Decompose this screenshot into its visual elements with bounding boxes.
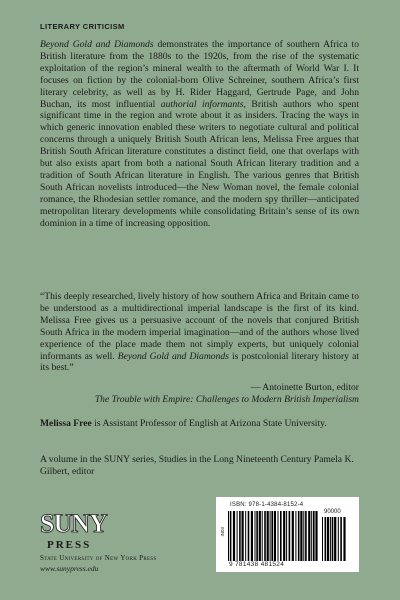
barcode-bar bbox=[278, 511, 279, 561]
barcode-bar bbox=[332, 517, 334, 561]
barcode-bar bbox=[330, 517, 331, 561]
barcode-bar bbox=[228, 511, 229, 561]
barcode-bar bbox=[327, 517, 329, 561]
barcode-bar bbox=[255, 511, 256, 561]
quote-text-2: is postcolonial literary history at its best.” bbox=[40, 350, 360, 374]
barcode-icon bbox=[228, 511, 320, 561]
book-title: Beyond Gold and Diamonds bbox=[40, 39, 154, 50]
barcode-bar bbox=[338, 517, 339, 561]
barcode-bar bbox=[325, 517, 327, 561]
barcode-bar bbox=[303, 511, 304, 561]
barcode-bar bbox=[239, 511, 241, 561]
barcode-bar bbox=[264, 511, 266, 561]
barcode-bar bbox=[237, 511, 238, 561]
barcode-bar bbox=[271, 511, 273, 561]
barcode-bar bbox=[262, 511, 263, 561]
category-label: LITERARY CRITICISM bbox=[40, 22, 125, 31]
suny-press-logo bbox=[40, 508, 116, 552]
barcode-bar bbox=[295, 511, 296, 561]
attribution-work: The Trouble with Empire: Challenges to Modern British Imperialism bbox=[94, 393, 359, 405]
barcode-bar bbox=[334, 517, 336, 561]
barcode-bar bbox=[230, 511, 232, 561]
barcode-bar bbox=[340, 517, 342, 561]
barcode-bar bbox=[313, 511, 315, 561]
barcode-bar bbox=[289, 511, 291, 561]
barcode-bar bbox=[256, 511, 258, 561]
publisher-name: State University of New York Press bbox=[40, 554, 157, 562]
isbn-label: ISBN: 978-1-4384-8152-4 bbox=[230, 502, 304, 508]
isbn-barcode bbox=[216, 497, 359, 572]
ean-number: 9 781438 481524 bbox=[229, 561, 285, 568]
barcode-bar bbox=[322, 517, 323, 561]
barcode-bar bbox=[259, 511, 261, 561]
barcode-bar bbox=[308, 511, 310, 561]
endorsement-quote bbox=[40, 291, 359, 374]
description-text-2: , British authors who spent significant time in the region and wrote about it as insiders. Tracing the ways in which generic innovation enabled these writers to negotiate cultural and political concerns through a uniquely British South African lens, Melissa Free argues that British South African literature constitutes a distinct field, one that overlaps with but also exists apart from both a national South African literary tradition and a tradition of South African literature in English. The various genres that British South African novelists introduced—the New Woman novel, the female colonial romance, the Rhodesian settler romance, and the modern spy thriller—anticipated metropolitan literary developments while consolidating Britain’s sense of its own dominion in a time of increasing opposition. bbox=[40, 98, 359, 229]
barcode-bar bbox=[305, 511, 307, 561]
barcode-bar bbox=[280, 511, 282, 561]
quote-title: Beyond Gold and Diamonds bbox=[117, 350, 229, 362]
attribution-name: — Antoinette Burton, editor bbox=[250, 382, 359, 393]
description-text-1: demonstrates the importance of southern Africa to British literature from the 1880s to the 1920s, from the rise of the systematic exploitation of the region’s mineral wealth to the aftermath of World War I. It focuses on fiction by the colonial-born Olive Schreiner, southern Africa’s first literary celebrity, as well as by H. Rider Haggard, Gertrude Page, and John Buchan, its most influential bbox=[40, 39, 360, 110]
description-term: authorial informants bbox=[160, 98, 244, 110]
barcode-bar bbox=[270, 511, 271, 561]
quote-attribution bbox=[40, 382, 359, 406]
barcode-bar bbox=[315, 511, 317, 561]
barcode-bar bbox=[248, 511, 250, 561]
barcode-bar bbox=[267, 511, 269, 561]
barcode-bar bbox=[251, 511, 253, 561]
barcode-bar bbox=[283, 511, 285, 561]
barcode-bar bbox=[300, 511, 302, 561]
series-note: A volume in the SUNY series, Studies in the Long Nineteenth Century Pamela K. Gilbert, editor bbox=[40, 454, 354, 477]
publisher-url: www.sunypress.edu bbox=[40, 564, 99, 573]
author-name: Melissa Free bbox=[40, 418, 92, 429]
barcode-bar bbox=[298, 511, 300, 561]
barcode-bar bbox=[245, 511, 246, 561]
addon-number: 90000 bbox=[324, 509, 341, 515]
barcode-bar bbox=[242, 511, 244, 561]
barcode-bar bbox=[311, 511, 312, 561]
barcode-bar bbox=[286, 511, 287, 561]
quote-text-1: “This deeply researched, lively history of how southern Africa and Britain came to be understood as a multidirectional imperial landscape is the first of its kind. Melissa Free gives us a persuasive account of the novels that conjured British South Africa in the modern imperial imagination—and of the authors whose lived experience of the place made them not simply experts, but uniquely colonial informants as well. bbox=[40, 291, 359, 362]
barcode-bar bbox=[233, 511, 235, 561]
barcode-bar bbox=[343, 517, 345, 561]
author-bio bbox=[40, 418, 359, 430]
author-bio-text: is Assistant Professor of English at Arizona State University. bbox=[91, 418, 327, 429]
addon-barcode-icon bbox=[322, 517, 350, 561]
barcode-bar bbox=[274, 511, 276, 561]
barcode-bar bbox=[292, 511, 294, 561]
logo-bottom-text: PRESS bbox=[47, 539, 92, 551]
price-code: IN03 bbox=[220, 527, 225, 537]
book-description bbox=[40, 39, 359, 230]
logo-top-text: SUNY bbox=[40, 509, 107, 538]
